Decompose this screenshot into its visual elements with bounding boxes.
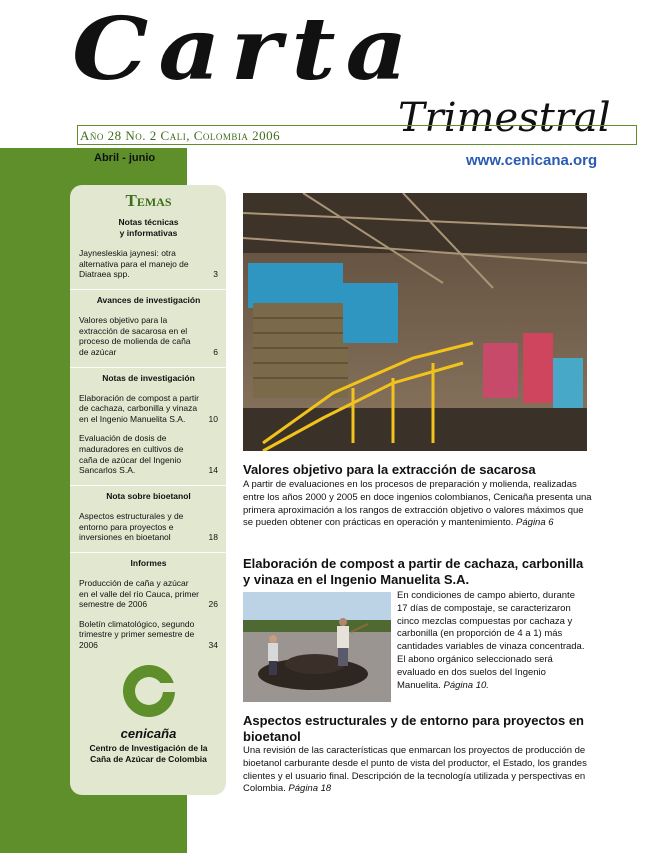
toc-page-number: 34	[208, 640, 218, 651]
section-heading: Nota sobre bioetanol	[106, 490, 191, 501]
section-divider	[70, 289, 227, 290]
logo-wordmark: cenicaña	[120, 725, 177, 741]
contents-sidebar	[70, 185, 226, 795]
cenicana-logo-mark	[114, 663, 184, 719]
toc-entry-text: Jaynesleskia jaynesi: otra alternativa para el manejo de Diatraea spp.	[79, 248, 189, 280]
compost-field-photo	[243, 592, 391, 702]
section-divider	[70, 552, 227, 553]
sugar-mill-photo	[243, 193, 587, 451]
page-reference[interactable]: Página 6	[516, 517, 554, 529]
toc-entry[interactable]	[79, 393, 218, 425]
masthead-subtitle: Trimestral	[398, 95, 611, 141]
article-body: Una revisión de las características que enmarcan los proyectos de producción de bioetanol carburante desde el punto de vista del productor, el Estado, los grandes clientes y el usuario final. Descripción de la tecnología utilizada y perspectivas en Colombia.	[243, 745, 587, 795]
article-summary	[243, 479, 593, 530]
section-heading: Informes	[130, 557, 167, 568]
article-summary	[243, 745, 593, 796]
cenicana-logo	[79, 663, 218, 765]
website-link[interactable]: www.cenicana.org	[466, 152, 598, 169]
toc-entry[interactable]	[79, 619, 218, 651]
organization-name: Centro de Investigación de la Caña de Azúcar de Colombia	[89, 742, 208, 764]
toc-page-number: 14	[208, 465, 218, 476]
toc-entry[interactable]	[79, 511, 218, 543]
toc-page-number: 3	[213, 269, 218, 280]
sidebar-title: Temas	[125, 191, 172, 210]
toc-entry-text: Producción de caña y azúcar en el valle del río Cauca, primer semestre de 2006	[79, 577, 200, 610]
toc-page-number: 18	[208, 532, 218, 543]
toc-entry-text: Evaluación de dosis de maduradores en cultivos de caña de azúcar del Ingenio Sancarlos S.A.	[79, 433, 184, 476]
issue-info: Año 28 No. 2 Cali, Colombia 2006	[80, 128, 281, 143]
section-heading: Notas de investigación	[102, 372, 195, 383]
toc-page-number: 26	[208, 599, 218, 610]
section-divider	[70, 485, 227, 486]
article-headline: Valores objetivo para la extracción de sacarosa	[243, 462, 536, 477]
article-body: A partir de evaluaciones en los procesos de preparación y molienda, realizadas entre los años 2000 y 2005 en doce ingenios colombianos, Cenicaña presenta una primera aproximación a los rangos de extracción objetivo o valores máximos que se pueden obtener con prácticas en operación y mantenimiento.	[243, 479, 592, 529]
page-reference[interactable]: Página 10.	[443, 679, 489, 691]
toc-entry-text: Aspectos estructurales y de entorno para proyectos e inversiones en bioetanol	[79, 510, 184, 543]
toc-entry[interactable]	[79, 433, 218, 476]
toc-entry-text: Boletín climatológico, segundo trimestre y primer semestre de 2006	[79, 618, 195, 651]
issue-period: Abril - junio	[94, 152, 156, 164]
toc-page-number: 10	[208, 413, 218, 424]
toc-page-number: 6	[213, 346, 218, 357]
section-divider	[70, 367, 227, 368]
toc-entry[interactable]	[79, 248, 218, 280]
article-summary	[397, 590, 587, 693]
article-body: En condiciones de campo abierto, durante 17 días de compostaje, se caracterizaron cinco mezclas compuestas por cachaza y carbonilla (en proporción de 4 a 1) más cantidades variables de vinaza concentrada. El abono orgánico seleccionado será evaluado en dos suelos del Ingenio Manuelita.	[397, 590, 585, 691]
toc-entry-text: Valores objetivo para la extracción de sacarosa en el proceso de molienda de caña de azúcar	[79, 315, 191, 357]
masthead-title: Carta	[72, 0, 418, 100]
page-reference[interactable]: Página 18	[288, 783, 332, 795]
toc-entry-text: Elaboración de compost a partir de cachaza, carbonilla y vinaza en el Ingenio Manuelita S.A.	[79, 392, 200, 424]
article-headline: Aspectos estructurales y de entorno para proyectos en bioetanol	[243, 713, 584, 744]
toc-entry[interactable]	[79, 315, 218, 358]
section-heading: Notas técnicas y informativas	[118, 217, 179, 239]
article-headline: Elaboración de compost a partir de cachaza, carbonilla y vinaza en el Ingenio Manuelita S.A.	[243, 556, 584, 587]
section-heading: Avances de investigación	[96, 294, 201, 305]
toc-entry[interactable]	[79, 578, 218, 610]
